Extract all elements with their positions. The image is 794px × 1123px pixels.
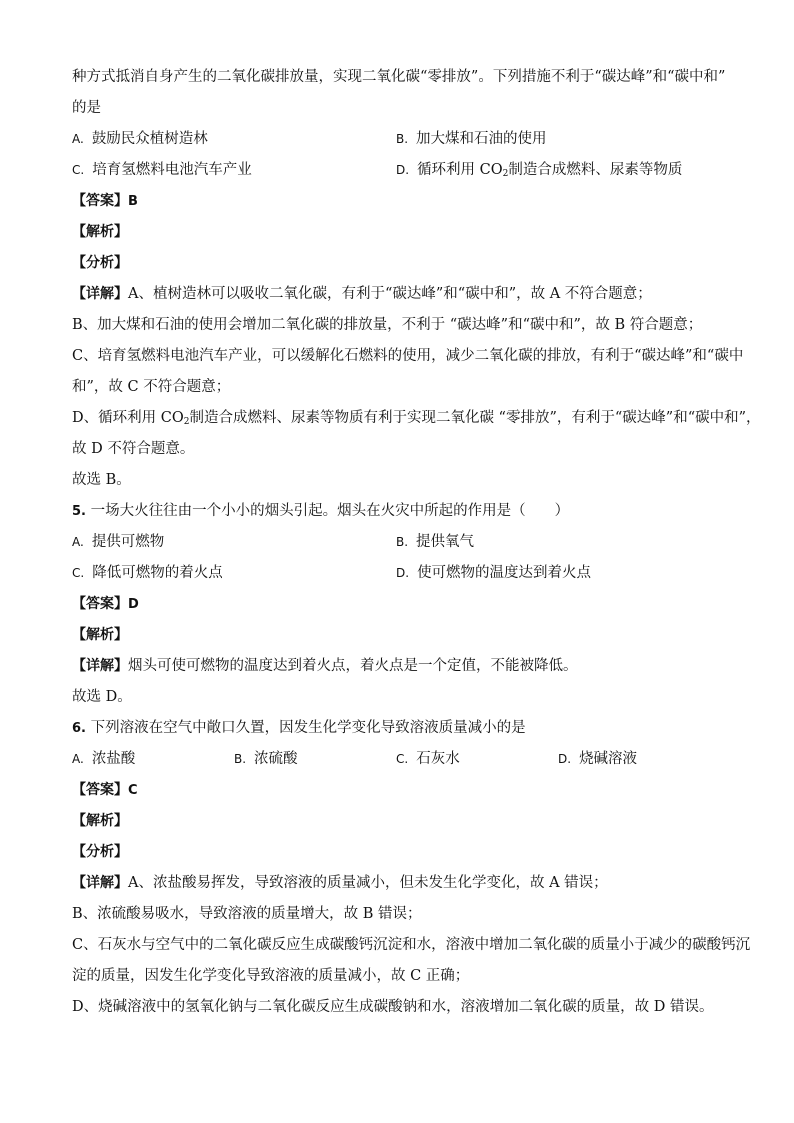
q6-option-d <box>558 744 720 775</box>
q6-option-b <box>234 744 396 775</box>
q5-options-row2 <box>72 558 732 589</box>
q4-stem-line2: 的是 <box>72 100 101 116</box>
q4-detail-line2: B、加大煤和石油的使用会增加二氧化碳的排放量，不利于 “碳达峰”和“碳中和”，故 B 符合题意； <box>72 317 703 333</box>
option-text: 浓盐酸 <box>91 751 136 767</box>
answer-value: B <box>128 194 138 209</box>
option-text: 使可燃物的温度达到着火点 <box>417 565 592 581</box>
q6-options-row <box>72 744 732 775</box>
detail-text-pre: D、循环利用 CO <box>72 410 184 426</box>
option-text: 提供氧气 <box>416 534 475 550</box>
option-label: C. <box>396 752 409 766</box>
option-text: 浓硫酸 <box>254 751 298 767</box>
analysis-tag: 【解析】 <box>72 813 128 829</box>
q6-detail-line5: D、烧碱溶液中的氢氧化钠与二氧化碳反应生成碳酸钠和水，溶液增加二氧化碳的质量，故 D 错误。 <box>72 999 714 1015</box>
detail-tag: 【详解】 <box>72 286 128 302</box>
q4-detail-line3: C、培育氢燃料电池汽车产业，可以缓解化石燃料的使用，减少二氧化碳的排放，有利于“碳达峰”和“碳中 <box>72 348 744 364</box>
question-number: 6. <box>72 721 86 736</box>
option-text: 降低可燃物的着火点 <box>92 565 223 581</box>
q4-options-row1 <box>72 124 732 155</box>
q5-analysis <box>72 620 732 651</box>
q6-detail-line3: C、石灰水与空气中的二氧化碳反应生成碳酸钙沉淀和水，溶液中增加二氧化碳的质量小于减少的碳酸钙沉 <box>72 937 751 953</box>
option-text-post: 制造合成燃料、尿素等物质 <box>508 162 683 178</box>
q4-option-d <box>396 155 720 186</box>
q5-option-c <box>72 558 396 589</box>
q6-analysis <box>72 806 732 837</box>
option-label: B. <box>396 535 409 549</box>
analysis-tag: 【解析】 <box>72 224 128 240</box>
q6-option-c <box>396 744 558 775</box>
q5-option-a <box>72 527 396 558</box>
option-text: 培育氢燃料电池汽车产业 <box>92 162 252 178</box>
detail-text-post: 制造合成燃料、尿素等物质有利于实现二氧化碳 “零排放”，有利于“碳达峰”和“碳中和”， <box>189 410 761 426</box>
analysis-tag: 【解析】 <box>72 627 128 643</box>
q4-detail-line6: 故 D 不符合题意。 <box>72 441 195 457</box>
option-text: 鼓励民众植树造林 <box>91 131 208 147</box>
q4-option-a <box>72 124 396 155</box>
option-text: 烧碱溶液 <box>579 751 638 767</box>
detail-tag: 【详解】 <box>72 658 128 674</box>
q4-analysis <box>72 217 732 248</box>
option-label: D. <box>558 752 572 766</box>
q4-conclusion: 故选 B。 <box>72 472 131 488</box>
q4-stem-line1: 种方式抵消自身产生的二氧化碳排放量，实现二氧化碳“零排放”。下列措施不利于“碳达峰”和“碳中和” <box>72 69 726 85</box>
q5-option-b <box>396 527 720 558</box>
option-label: C. <box>72 566 85 580</box>
q4-detail-line4: 和”，故 C 不符合题意； <box>72 379 231 395</box>
q4-detail-line1 <box>72 279 732 310</box>
fenxi-tag: 【分析】 <box>72 255 128 271</box>
q6-detail-line4: 淀的质量，因发生化学变化导致溶液的质量减小，故 C 正确； <box>72 968 470 984</box>
question-text: 一场大火往往由一个小小的烟头引起。烟头在火灾中所起的作用是（ ） <box>90 503 570 519</box>
option-text: 提供可燃物 <box>91 534 165 550</box>
answer-tag: 【答案】 <box>72 782 128 798</box>
option-text: 加大煤和石油的使用 <box>416 131 547 147</box>
q6-answer <box>72 775 732 806</box>
q4-option-c <box>72 155 396 186</box>
q4-detail-line5 <box>72 403 761 434</box>
detail-text: 烟头可使可燃物的温度达到着火点，着火点是一个定值，不能被降低。 <box>128 658 578 674</box>
q5-stem <box>72 496 732 527</box>
q6-option-a <box>72 744 234 775</box>
option-text: 石灰水 <box>416 751 460 767</box>
question-text: 下列溶液在空气中敞口久置，因发生化学变化导致溶液质量减小的是 <box>90 720 526 736</box>
option-label: B. <box>234 752 247 766</box>
q5-answer <box>72 589 732 620</box>
option-label: D. <box>396 163 410 177</box>
detail-text: A、植树造林可以吸收二氧化碳，有利于“碳达峰”和“碳中和”，故 A 不符合题意； <box>128 286 652 302</box>
fenxi-tag: 【分析】 <box>72 844 128 860</box>
q5-option-d <box>396 558 720 589</box>
detail-tag: 【详解】 <box>72 875 128 891</box>
answer-tag: 【答案】 <box>72 193 128 209</box>
option-text-sub: 2 <box>502 169 509 179</box>
q5-detail-line1 <box>72 651 732 682</box>
q5-conclusion: 故选 D。 <box>72 689 132 705</box>
option-label: B. <box>396 132 409 146</box>
q6-fenxi <box>72 837 732 868</box>
question-number: 5. <box>72 504 86 519</box>
q6-detail-line1 <box>72 868 732 899</box>
q4-fenxi <box>72 248 732 279</box>
answer-value: D <box>128 597 139 612</box>
document-page <box>72 62 761 1023</box>
detail-text: A、浓盐酸易挥发，导致溶液的质量减小，但未发生化学变化，故 A 错误； <box>128 875 608 891</box>
q4-options-row2 <box>72 155 732 186</box>
q4-answer <box>72 186 732 217</box>
option-text-pre: 循环利用 CO <box>417 162 503 178</box>
q6-stem <box>72 713 732 744</box>
answer-value: C <box>128 783 138 798</box>
option-label: C. <box>72 163 85 177</box>
option-label: A. <box>72 535 84 549</box>
q5-options-row1 <box>72 527 732 558</box>
option-label: A. <box>72 132 84 146</box>
answer-tag: 【答案】 <box>72 596 128 612</box>
detail-text-sub: 2 <box>183 417 190 427</box>
option-label: D. <box>396 566 410 580</box>
q4-option-b <box>396 124 720 155</box>
q6-detail-line2: B、浓硫酸易吸水，导致溶液的质量增大，故 B 错误； <box>72 906 422 922</box>
option-label: A. <box>72 752 84 766</box>
